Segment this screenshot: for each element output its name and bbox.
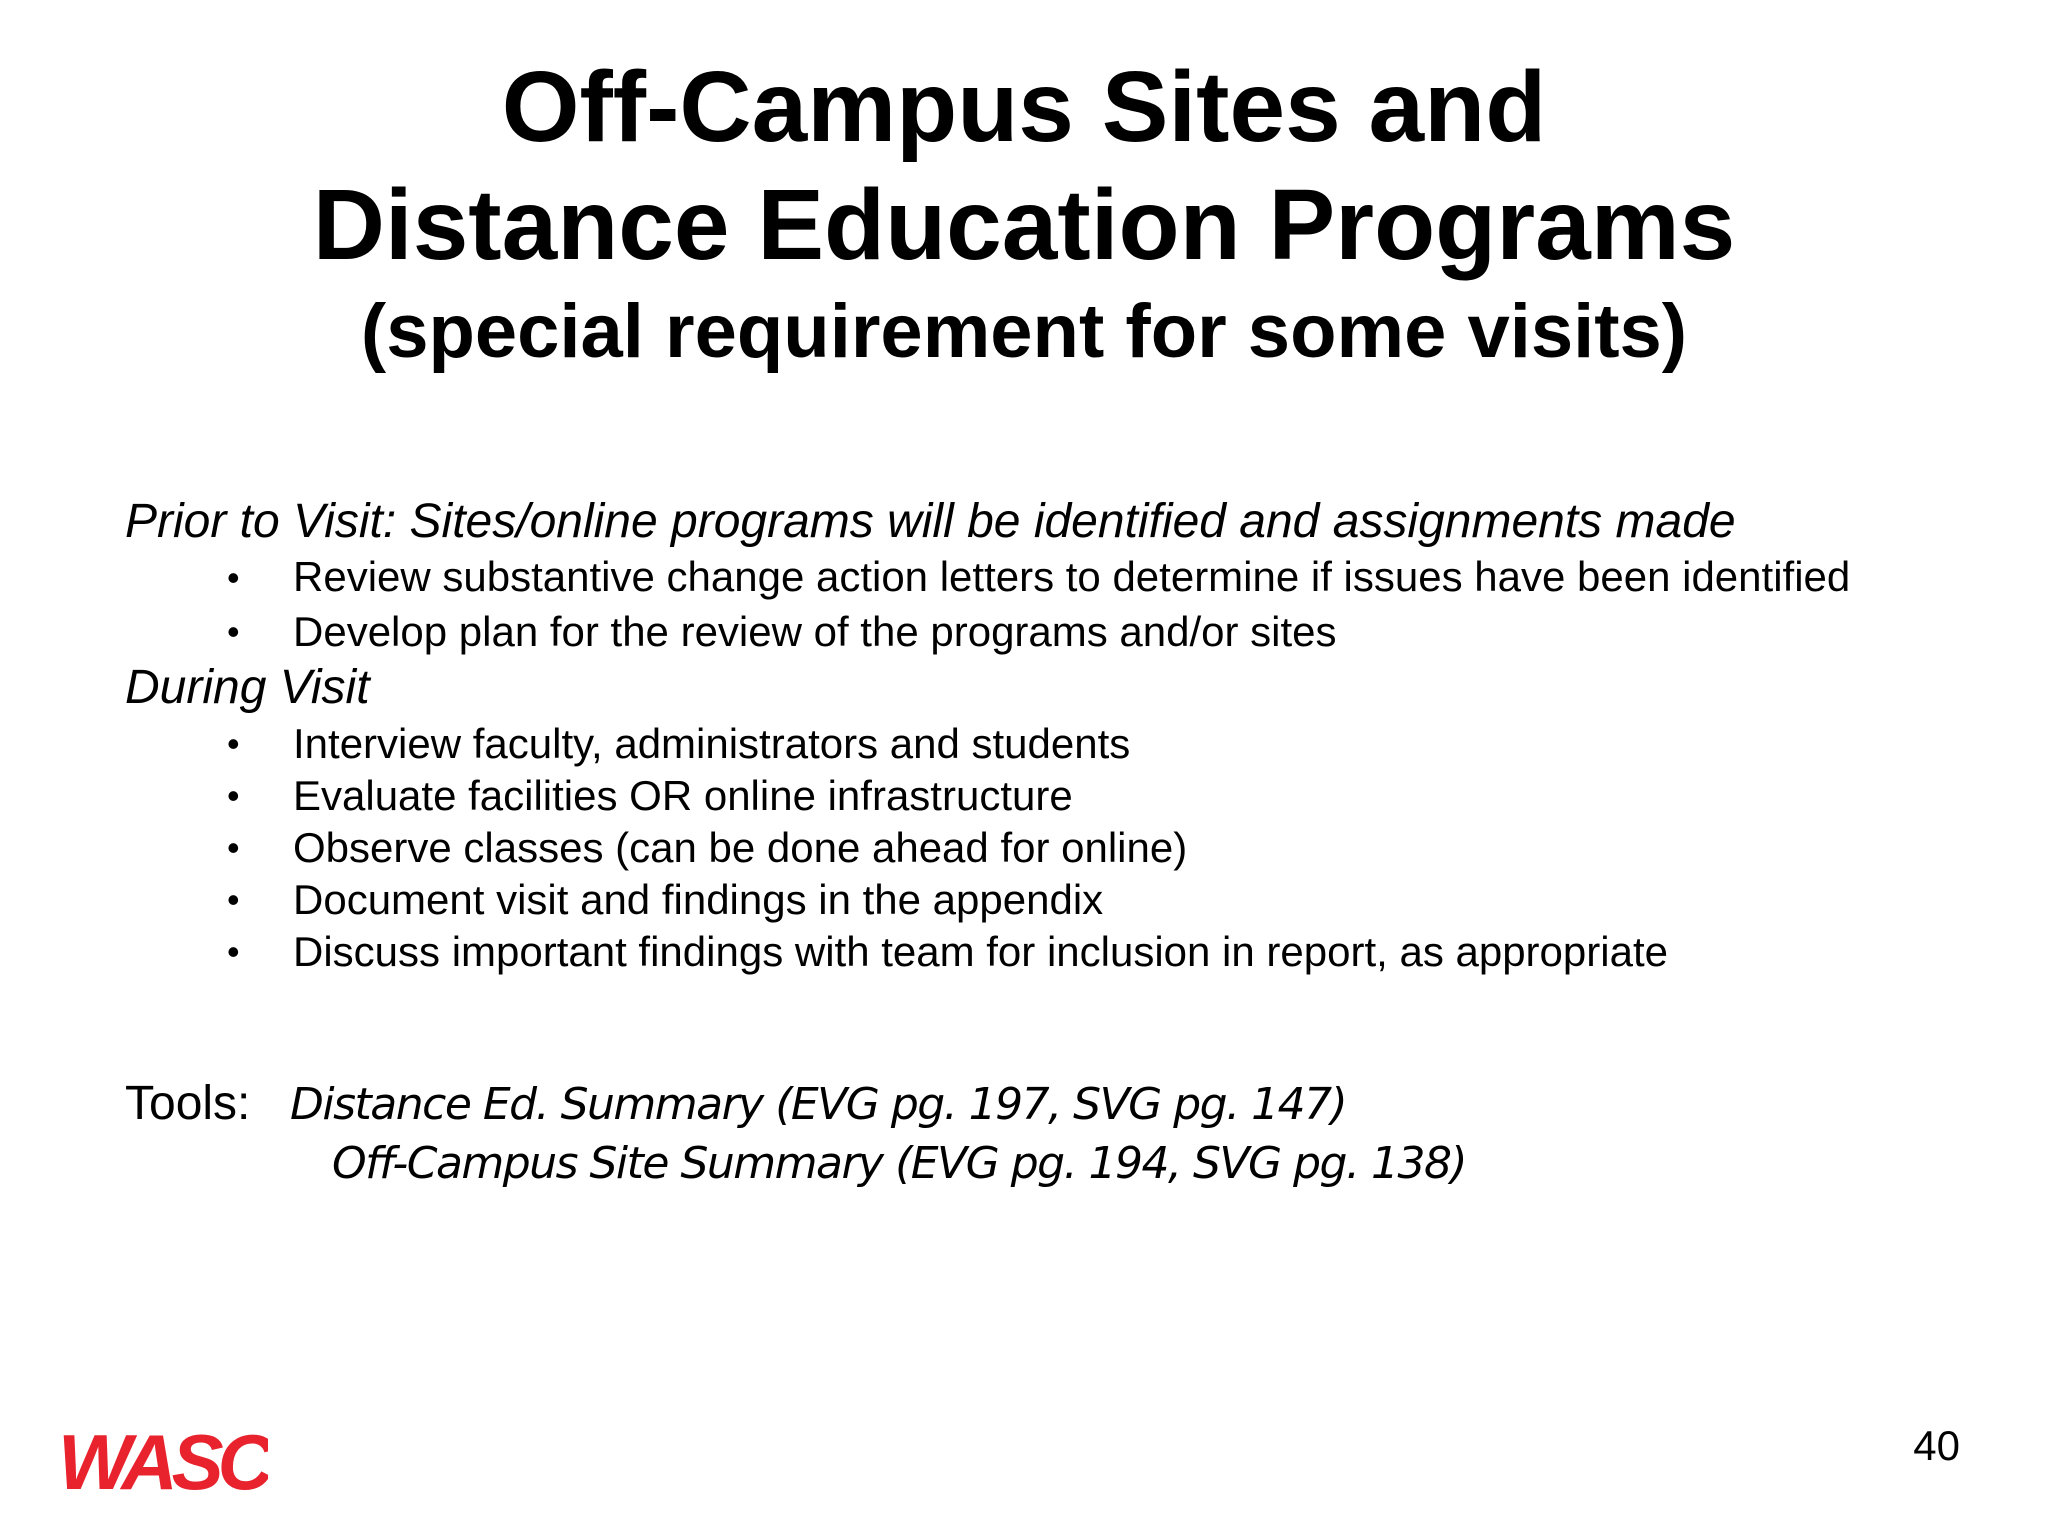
wasc-logo-text: WASC <box>58 1425 268 1501</box>
bullet-text: Develop plan for the review of the programs and/or sites <box>293 608 1337 655</box>
bullet-text: Discuss important findings with team for inclusion in report, as appropriate <box>293 928 1668 975</box>
list-item <box>125 718 1943 770</box>
slide-title <box>0 48 2048 380</box>
list-item <box>125 926 1943 978</box>
title-line-2: Distance Education Programs <box>312 169 1736 281</box>
bullet-icon: • <box>227 931 240 972</box>
prior-to-visit-list <box>125 552 1945 658</box>
bullet-icon: • <box>227 611 240 652</box>
slide-subtitle: (special requirement for some visits) <box>360 289 1688 374</box>
bullet-icon: • <box>227 775 240 816</box>
tools-row-1 <box>125 1075 1945 1134</box>
during-visit-heading: During Visit <box>125 661 370 714</box>
prior-to-visit-heading: Prior to Visit: Sites/online programs will be identified and assignments made <box>125 495 1736 548</box>
page-number: 40 <box>1913 1422 1960 1469</box>
list-item <box>125 822 1943 874</box>
list-item <box>125 552 1943 606</box>
tool-off-campus-site-summary: Off-Campus Site Summary (EVG pg. 194, SVG pg. 138) <box>332 1138 1467 1189</box>
bullet-text: Evaluate facilities OR online infrastructure <box>293 772 1073 819</box>
bullet-icon: • <box>227 879 240 920</box>
title-line-1: Off-Campus Sites and <box>501 51 1547 163</box>
list-item <box>125 874 1943 926</box>
bullet-text: Observe classes (can be done ahead for online) <box>293 824 1188 871</box>
wasc-logo <box>58 1425 268 1501</box>
bullet-icon: • <box>227 723 240 764</box>
bullet-text: Review substantive change action letters to determine if issues have been identified <box>293 553 1851 600</box>
bullet-text: Interview faculty, administrators and students <box>293 720 1131 767</box>
tools-row-2 <box>125 1134 1945 1193</box>
bullet-text: Document visit and findings in the appendix <box>293 876 1104 923</box>
during-visit-list <box>125 718 1945 978</box>
bullet-icon: • <box>227 557 240 598</box>
bullet-icon: • <box>227 827 240 868</box>
tool-distance-ed-summary: Distance Ed. Summary (EVG pg. 197, SVG pg. 147) <box>290 1079 1347 1130</box>
slide-body <box>125 492 1945 978</box>
tools-section <box>125 1075 1945 1193</box>
list-item <box>125 606 1943 658</box>
tools-label: Tools: <box>125 1077 251 1130</box>
list-item <box>125 770 1943 822</box>
